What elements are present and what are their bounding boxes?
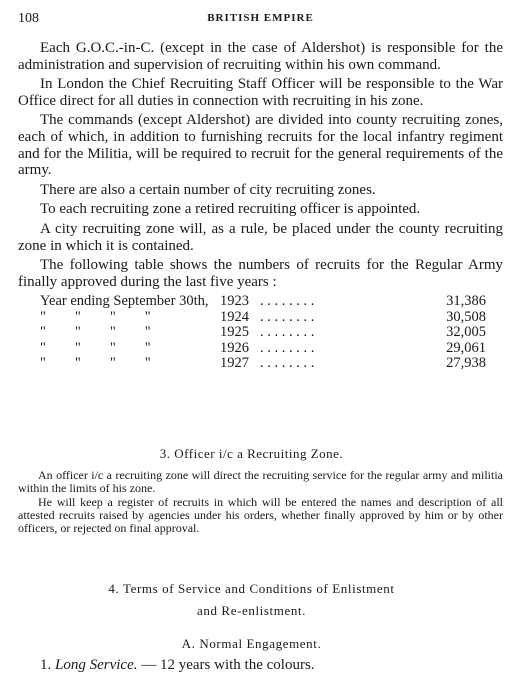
table-row [40,341,486,357]
row-year: 1926 [220,339,249,356]
main-text [18,40,503,372]
list-item [40,657,315,674]
paragraph: In London the Chief Recruiting Staff Officer will be responsible to the War Office direct for all duties in connection with recruiting in his zone. [18,76,503,109]
row-value: 27,938 [446,355,486,372]
paragraph: He will keep a register of recruits in which will be entered the names and description of all attested recruits raised by agencies under his orders, whether finally approved by him or by other officers, or rejected on final approval. [18,494,503,536]
row-year: 1923 [220,293,249,310]
table-row [40,294,486,310]
running-head: BRITISH EMPIRE [207,12,314,24]
row-leader-dots: . . . . . . . . [260,293,315,310]
section-4-heading-line-1: 4. Terms of Service and Conditions of Enlistment [108,581,395,596]
section-3-text [18,469,503,535]
row-label: " " " " [40,339,151,356]
item-text: — 12 years with the colours. [141,657,315,673]
section-4-heading [0,578,503,622]
row-label: Year ending September 30th, [40,293,209,310]
row-leader-dots: . . . . . . . . [260,339,315,356]
row-year: 1925 [220,324,249,341]
row-value: 29,061 [446,339,486,356]
row-value: 32,005 [446,324,486,341]
recruits-table [40,294,486,372]
row-label: " " " " [40,308,151,325]
row-label: " " " " [40,355,151,372]
paragraph: An officer i/c a recruiting zone will direct the recruiting service for the regular army and militia within the limits of his zone. [18,468,503,496]
paragraph: The commands (except Aldershot) are divided into county recruiting zones, each of which, in addition to furnishing recruits for the local infantry regiment and for the Militia, will be required to recruit for the general requirements of the army. [18,112,503,179]
table-row [40,325,486,341]
section-3-heading: 3. Officer i/c a Recruiting Zone. [159,446,344,461]
table-row [40,310,486,326]
row-value: 30,508 [446,308,486,325]
paragraph: A city recruiting zone will, as a rule, be placed under the county recruiting zone in which it is contained. [18,220,503,254]
table-row [40,356,486,372]
paragraph: Each G.O.C.-in-C. (except in the case of Aldershot) is responsible for the administration and supervision of recruiting within his own command. [18,40,503,73]
page-header [18,11,503,27]
paragraph: To each recruiting zone a retired recruiting officer is appointed. [40,201,421,218]
paragraph: The following table shows the numbers of recruits for the Regular Army finally approved during the last five years : [18,257,503,290]
section-4-heading-line-2: and Re-enlistment. [197,603,306,618]
row-leader-dots: . . . . . . . . [260,308,315,325]
row-leader-dots: . . . . . . . . [260,324,315,341]
page-number: 108 [18,11,39,26]
row-label: " " " " [40,324,151,341]
row-year: 1927 [220,355,249,372]
subsection-a-heading: A. Normal Engagement. [181,636,322,651]
row-year: 1924 [220,308,249,325]
paragraph: There are also a certain number of city recruiting zones. [40,181,376,198]
item-title: Long Service. [55,657,138,673]
item-number: 1. [40,657,52,673]
row-leader-dots: . . . . . . . . [260,355,315,372]
row-value: 31,386 [446,293,486,310]
